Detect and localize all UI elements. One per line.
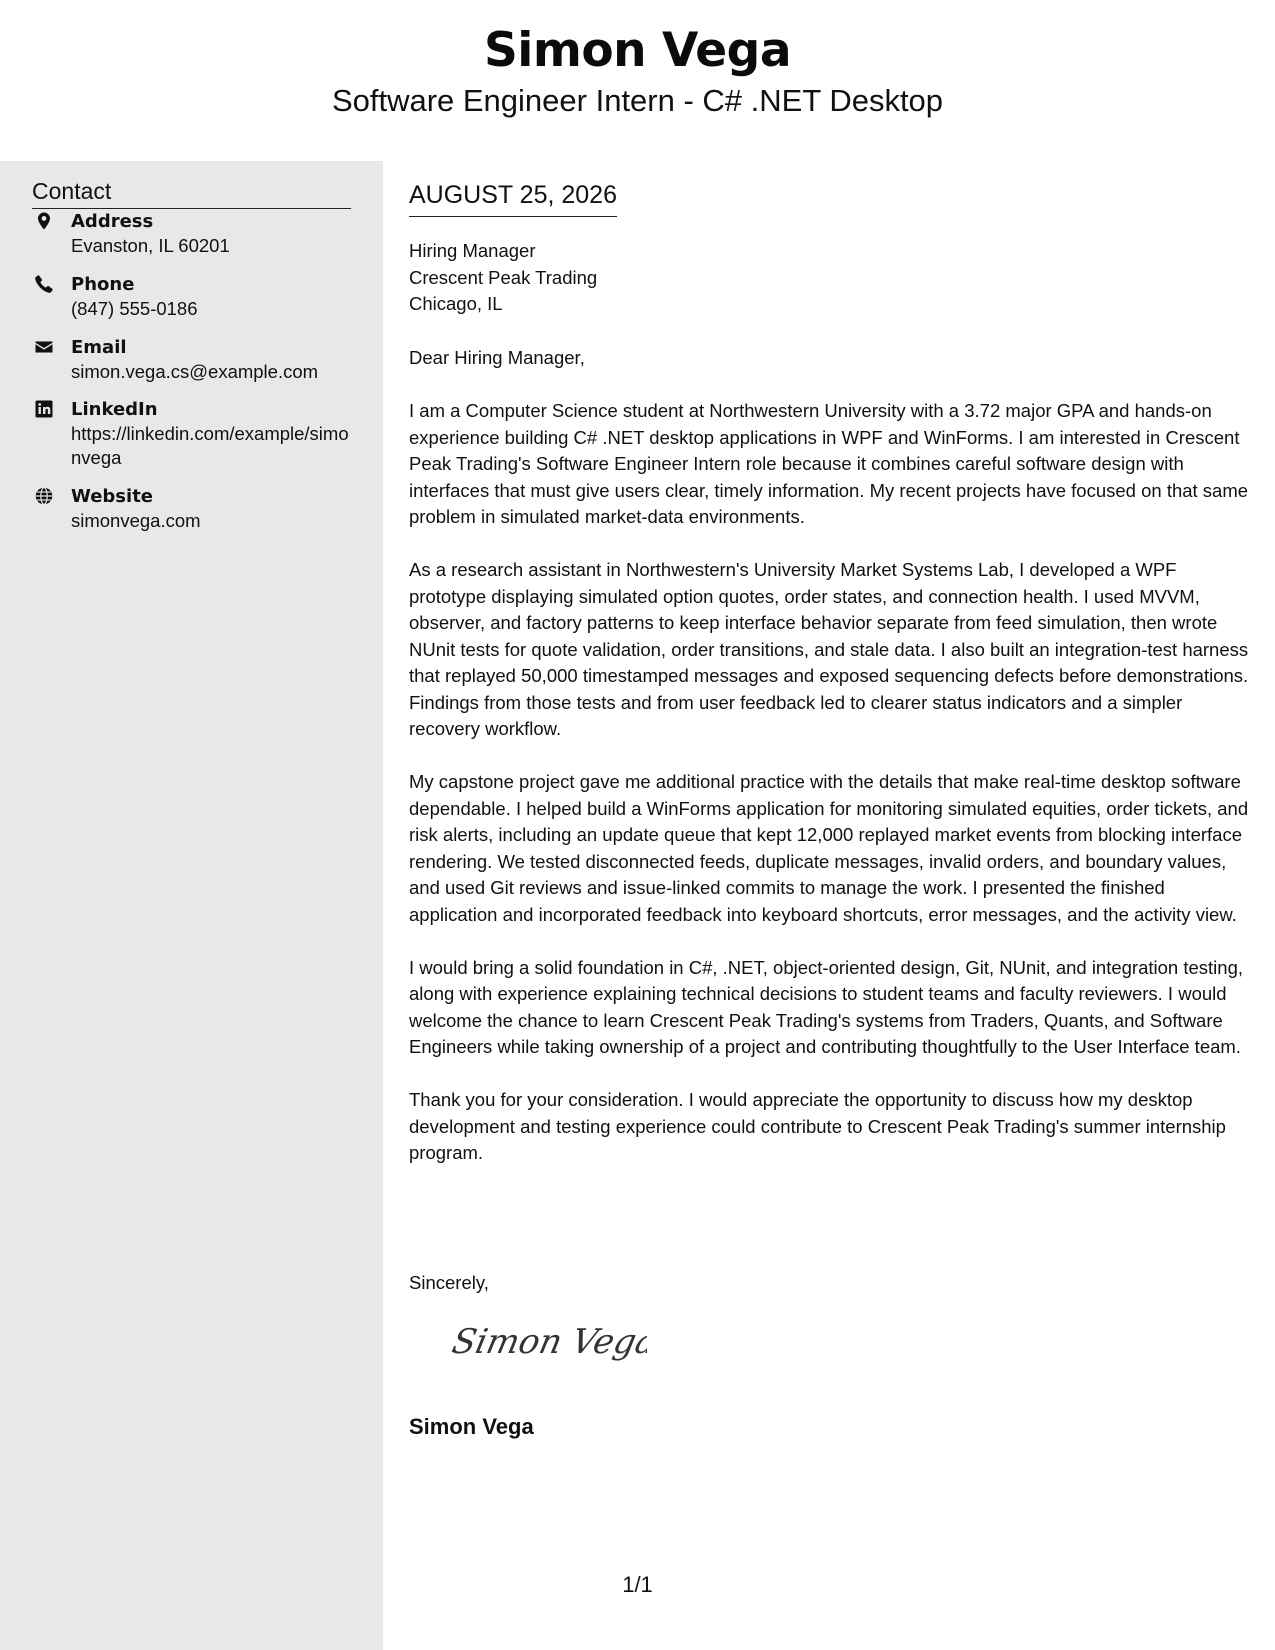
- header: [0, 0, 1275, 161]
- linkedin-value[interactable]: https://linkedin.com/example/simonvega: [71, 423, 349, 468]
- letter-paragraphs: [409, 398, 1254, 1193]
- phone-icon: [34, 274, 54, 294]
- linkedin-label: LinkedIn: [71, 399, 158, 420]
- globe-icon: [34, 486, 54, 506]
- closing: Sincerely,: [409, 1272, 489, 1293]
- handwritten-signature: [447, 1313, 647, 1373]
- contact-heading: Contact: [32, 175, 351, 209]
- linkedin-icon: [34, 399, 54, 419]
- phone-value[interactable]: (847) 555-0186: [71, 298, 198, 319]
- svg-text:Simon Vega: Simon Vega: [448, 1322, 647, 1362]
- signer-name: Simon Vega: [409, 1414, 534, 1439]
- paragraph: Thank you for your consideration. I would appreciate the opportunity to discuss how my desktop development and testing experience could contribute to Crescent Peak Trading's summer internship program.: [409, 1089, 1226, 1163]
- letter-date: AUGUST 25, 2026: [409, 179, 617, 217]
- paragraph: I am a Computer Science student at Northwestern University with a 3.72 major GPA and hands-on experience building C# .NET desktop applications in WPF and WinForms. I am interested in Crescent Peak Trading's Software Engineer Intern role because it combines careful software design with interfaces that must give users clear, timely information. My recent projects have focused on that same problem in simulated market-data environments.: [409, 400, 1249, 527]
- paragraph: My capstone project gave me additional practice with the details that make real-time desktop software dependable. I helped build a WinForms application for monitoring simulated equities, order tickets, and risk alerts, including an update queue that kept 12,000 replayed market events from blocking interface rendering. We tested disconnected feeds, duplicate messages, invalid orders, and boundary values, and used Git reviews and issue-linked commits to manage the work. I presented the finished application and incorporated feedback into keyboard shortcuts, error messages, and the activity view.: [409, 771, 1249, 925]
- email-label: Email: [71, 337, 127, 358]
- recipient-title: Hiring Manager: [409, 240, 536, 261]
- job-title: Software Engineer Intern - C# .NET Desktop: [331, 83, 944, 118]
- applicant-name: Simon Vega: [483, 23, 792, 78]
- contact-sidebar: [0, 161, 383, 1650]
- website-label: Website: [71, 486, 154, 507]
- email-value[interactable]: simon.vega.cs@example.com: [71, 361, 319, 382]
- paragraph: As a research assistant in Northwestern's University Market Systems Lab, I developed a WPF prototype displaying simulated option quotes, order states, and connection health. I used MVVM, observer, and factory patterns to keep interface behavior separate from feed simulation, then wrote NUnit tests for quote validation, order transitions, and stale data. I also built an integration-test harness that replayed 50,000 timestamped messages and exposed sequencing defects before demonstrations. Findings from those tests and from user feedback led to clearer status indicators and a simpler recovery workflow.: [409, 559, 1249, 739]
- address-label: Address: [71, 211, 154, 232]
- website-value[interactable]: simonvega.com: [71, 510, 201, 531]
- map-pin-icon: [34, 211, 54, 231]
- envelope-icon: [34, 337, 54, 357]
- address-value: Evanston, IL 60201: [71, 235, 230, 256]
- page-number: 1/1: [622, 1572, 653, 1597]
- salutation: Dear Hiring Manager,: [409, 347, 585, 368]
- recipient-location: Chicago, IL: [409, 293, 503, 314]
- phone-label: Phone: [71, 274, 135, 295]
- recipient-company: Crescent Peak Trading: [409, 266, 598, 288]
- paragraph: I would bring a solid foundation in C#, .NET, object-oriented design, Git, NUnit, and integration testing, along with experience explaining technical decisions to student teams and faculty reviewers. I would welcome the chance to learn Crescent Peak Trading's systems from Traders, Quants, and Software Engineers while taking ownership of a project and contributing thoughtfully to the User Interface team.: [409, 956, 1243, 1057]
- recipient-block: [409, 238, 597, 318]
